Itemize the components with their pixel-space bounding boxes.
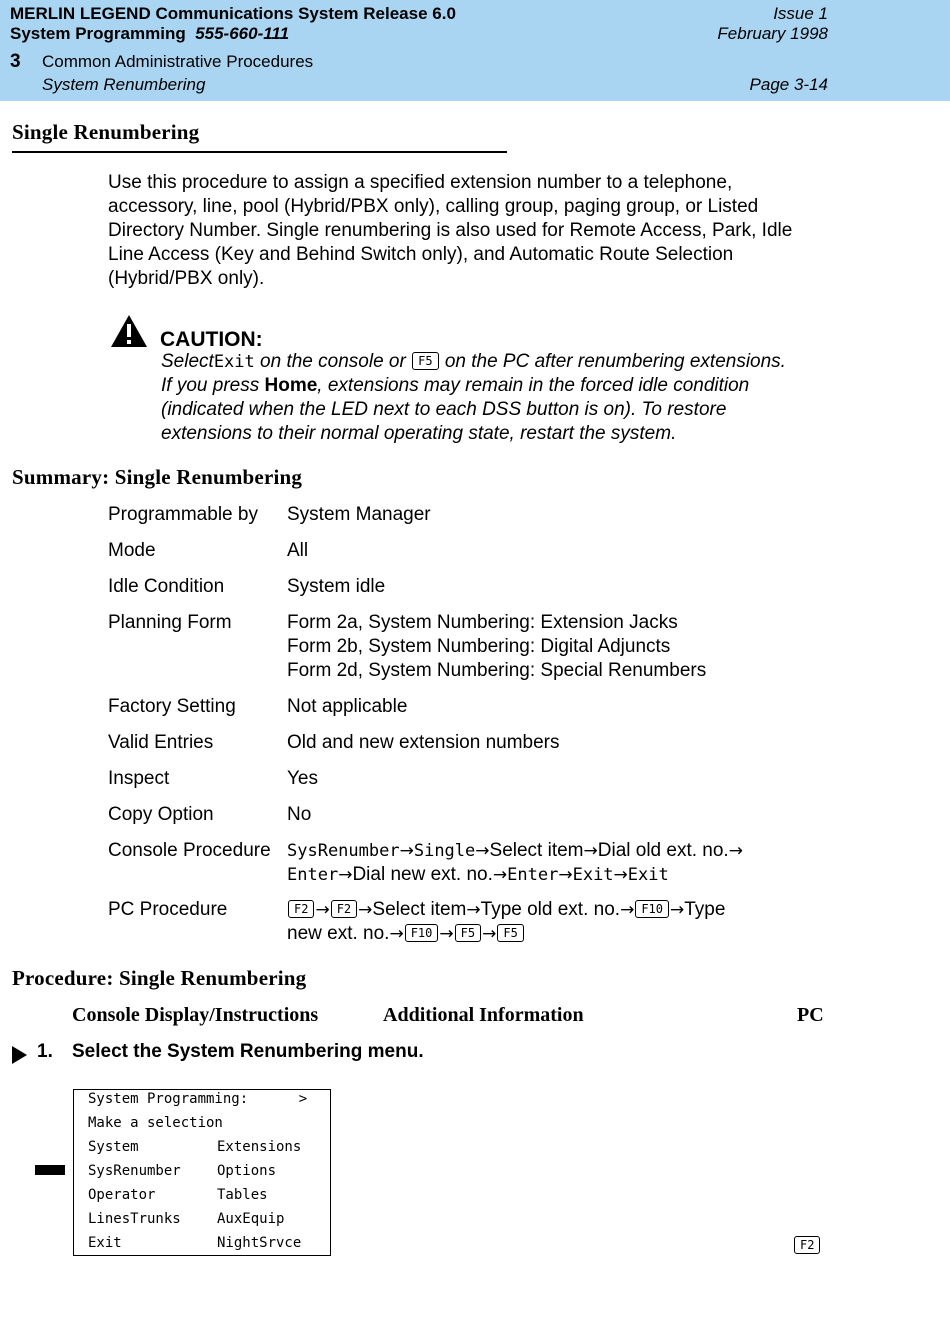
display-option[interactable]: Tables: [217, 1187, 268, 1203]
summary-label: Copy Option: [108, 804, 214, 825]
caution-line: (indicated when the LED next to each DSS button is on). To restore: [161, 399, 727, 420]
display-option[interactable]: AuxEquip: [217, 1211, 285, 1227]
f5-key-icon: F5: [412, 352, 438, 370]
selection-indicator: [35, 1165, 65, 1175]
caution-line: If you press Home, extensions may remain in the forced idle condition: [161, 375, 750, 396]
caution-title: CAUTION:: [160, 328, 263, 351]
heading-rule: [12, 151, 507, 153]
step-number: 1.: [37, 1041, 53, 1062]
column-header-info: Additional Information: [383, 1004, 584, 1026]
f10-key-icon: F10: [635, 900, 669, 918]
summary-value: All: [287, 540, 309, 561]
column-header-console: Console Display/Instructions: [72, 1004, 319, 1026]
display-option-sysrenumber[interactable]: SysRenumber: [88, 1163, 181, 1179]
summary-label: Planning Form: [108, 612, 232, 633]
doc-subtitle: System Programming 555-660-111: [10, 24, 290, 43]
f2-key-icon: F2: [331, 900, 357, 918]
console-display: [73, 1089, 331, 1256]
summary-value: System Manager: [287, 504, 431, 525]
display-line: Make a selection: [88, 1115, 223, 1131]
summary-label: Idle Condition: [108, 576, 225, 597]
procedure-heading: Procedure: Single Renumbering: [12, 966, 307, 990]
display-option[interactable]: Operator: [88, 1187, 156, 1203]
f10-key-icon: F10: [405, 924, 439, 942]
f5-key-icon: F5: [497, 924, 523, 942]
console-procedure: SysRenumber→Single→Select item→Dial old ext. no.→ Enter→Dial new ext. no.→Enter→Exit→Exit: [287, 840, 743, 885]
chapter-title: Common Administrative Procedures: [42, 52, 314, 71]
display-option[interactable]: System: [88, 1139, 139, 1155]
caution-line: SelectExit on the console or F5 on the PC after renumbering extensions.: [161, 351, 786, 372]
page-number: Page 3-14: [749, 75, 828, 94]
issue: Issue 1: [773, 4, 828, 23]
summary-label: Mode: [108, 540, 156, 561]
section-heading: Single Renumbering: [12, 120, 200, 144]
column-header-pc: PC: [797, 1004, 824, 1026]
intro-line: (Hybrid/PBX only).: [108, 268, 265, 289]
display-option[interactable]: NightSrvce: [217, 1235, 302, 1251]
summary-label: Programmable by: [108, 504, 258, 525]
summary-value: No: [287, 804, 312, 825]
summary-value: Form 2a, System Numbering: Extension Jacks Form 2b, System Numbering: Digital Adjuncts Form 2d, System Numbering: Special Renumbers: [287, 612, 707, 681]
summary-value: Not applicable: [287, 696, 408, 717]
f2-key-icon: F2: [288, 900, 314, 918]
date: February 1998: [717, 24, 828, 43]
summary-label: PC Procedure: [108, 899, 228, 920]
doc-title: MERLIN LEGEND Communications System Release 6.0: [10, 4, 456, 23]
summary-label: Valid Entries: [108, 732, 214, 753]
home-key-label: Home: [264, 375, 318, 396]
pc-procedure: F2 → F2 →Select item→Type old ext. no.→ F10 →Type new ext. no.→ F10 → F5 → F5: [287, 899, 726, 944]
summary-heading: Summary: Single Renumbering: [12, 465, 303, 489]
display-option[interactable]: LinesTrunks: [88, 1211, 181, 1227]
intro-line: Use this procedure to assign a specified extension number to a telephone,: [108, 172, 733, 193]
caution-line: extensions to their normal operating state, restart the system.: [161, 423, 677, 444]
display-line: System Programming: >: [88, 1091, 308, 1107]
summary-label: Inspect: [108, 768, 170, 789]
intro-line: Line Access (Key and Behind Switch only), and Automatic Route Selection: [108, 244, 734, 265]
f2-key-icon: F2: [794, 1236, 820, 1254]
section-title: System Renumbering: [42, 75, 206, 94]
intro-line: accessory, line, pool (Hybrid/PBX only), calling group, paging group, or Listed: [108, 196, 759, 217]
doc-number: 555-660-111: [195, 24, 290, 43]
f5-key-icon: F5: [455, 924, 481, 942]
step-instruction: Select the System Renumbering menu.: [72, 1041, 424, 1062]
warning-icon: [110, 314, 148, 348]
display-option[interactable]: Extensions: [217, 1139, 302, 1155]
pc-key: [793, 1236, 821, 1256]
chapter-number: 3: [10, 51, 21, 72]
intro-paragraph: [108, 171, 838, 291]
intro-line: Directory Number. Single renumbering is also used for Remote Access, Park, Idle: [108, 220, 793, 241]
summary-value: System idle: [287, 576, 386, 597]
page-header: [0, 0, 950, 101]
step-arrow-icon: [12, 1046, 27, 1064]
caution-body: [161, 350, 841, 446]
summary-value: Old and new extension numbers: [287, 732, 560, 753]
summary-value: Yes: [287, 768, 318, 789]
display-option[interactable]: Exit: [88, 1235, 122, 1251]
display-option[interactable]: Options: [217, 1163, 277, 1179]
summary-label: Console Procedure: [108, 840, 271, 861]
exit-label: Exit: [213, 352, 255, 372]
summary-label: Factory Setting: [108, 696, 236, 717]
